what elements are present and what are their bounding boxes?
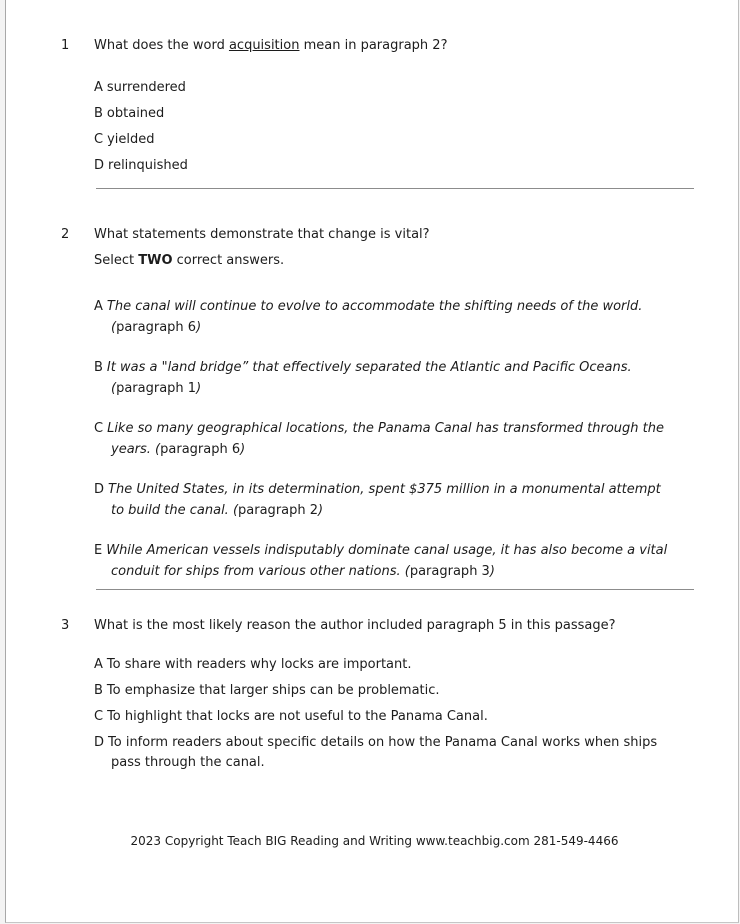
q2-option-a [94,297,669,338]
question-divider [96,188,694,189]
question-1-options [94,78,688,176]
page-content [6,0,738,889]
question-3-options [94,655,688,773]
q2-option-c-ref-close: ) [240,441,246,457]
q2-option-b [94,358,669,399]
question-1-prompt-text: What does the word [94,38,229,53]
question-1-number: 1 [61,38,70,53]
question-1-prompt-tail: mean in paragraph 2? [299,38,448,53]
q2-option-c-letter: C [94,421,104,436]
q3-option-b [94,681,669,701]
question-3-body [94,616,688,773]
q2-option-d-ref-open: ( [228,502,239,518]
q2-option-d-quote: The United States, in its determination, spent $375 million in a monumental attempt to build the canal. [108,482,661,518]
q2-option-e-ref-close: ) [489,563,495,579]
question-1-prompt [94,36,688,56]
question-3-number: 3 [61,618,70,633]
q1-option-b [94,104,669,124]
q2-instruction-start: Select [94,253,139,268]
worksheet-page [5,0,739,923]
q2-option-e-ref-open: ( [400,563,410,579]
q2-option-b-letter: B [94,360,103,375]
q1-option-c-letter: C [94,132,104,147]
q2-option-b-ref-close: ) [196,380,202,396]
q2-option-c-ref: paragraph 6 [160,441,241,457]
q2-instruction-bold: TWO [138,253,173,268]
q3-option-c [94,707,669,727]
q3-option-c-letter: C [94,709,104,724]
q1-option-d-letter: D [94,158,105,173]
q2-option-a-letter: A [94,299,103,314]
q3-option-d-text: To inform readers about specific details on how the Panama Canal works when ships pass through the canal. [108,735,658,770]
q2-option-a-ref-close: ) [196,319,202,335]
question-2 [61,225,688,582]
q3-option-d [94,733,669,773]
q2-option-d [94,480,669,521]
q2-option-b-quote: It was a "land bridge” that effectively separated the Atlantic and Pacific Oceans. [106,360,632,375]
question-divider [96,589,694,590]
q1-option-b-text: obtained [106,106,165,121]
q2-option-c [94,419,669,460]
q2-option-d-ref-close: ) [318,502,324,518]
question-2-instruction [94,251,688,271]
question-2-number: 2 [61,227,70,242]
q2-option-b-ref: paragraph 1 [116,380,197,396]
q2-option-d-ref: paragraph 2 [238,502,319,518]
question-3 [61,616,688,773]
q3-option-d-letter: D [94,735,105,750]
q1-option-a [94,78,669,98]
q2-instruction-end: correct answers. [172,253,285,268]
q1-option-a-text: surrendered [106,80,186,95]
question-1-underlined-word: acquisition [228,38,300,53]
q1-option-d-text: relinquished [108,158,188,173]
question-2-prompt: What statements demonstrate that change is vital? [94,227,430,242]
q3-option-a [94,655,669,675]
q2-option-e [94,541,669,582]
q2-option-a-quote: The canal will continue to evolve to accommodate the shifting needs of the world. [106,299,643,314]
q3-option-b-text: To emphasize that larger ships can be problematic. [106,683,440,698]
q2-option-e-ref: paragraph 3 [409,563,490,579]
q2-option-e-letter: E [94,543,103,558]
q3-option-a-text: To share with readers why locks are important. [106,657,412,672]
q1-option-c-text: yielded [107,132,155,147]
question-2-options [94,297,688,582]
q2-option-d-letter: D [94,482,105,497]
q2-option-e-quote: While American vessels indisputably dominate canal usage, it has also become a vital conduit for ships from various other nations. [106,543,668,579]
q1-option-d [94,156,669,176]
q2-option-c-ref-open: ( [150,441,161,457]
q2-option-b-ref-open: ( [111,380,117,396]
q2-option-c-quote: Like so many geographical locations, the Panama Canal has transformed through the years. [107,421,665,457]
q3-option-c-text: To highlight that locks are not useful to the Panama Canal. [107,709,488,724]
q2-option-a-ref: paragraph 6 [116,319,197,335]
copyright-footer: 2023 Copyright Teach BIG Reading and Writing www.teachbig.com 281-549-4466 [130,834,619,848]
q1-option-c [94,130,669,150]
question-1-body [94,36,688,176]
question-2-body [94,225,688,582]
q3-option-b-letter: B [94,683,103,698]
q1-option-b-letter: B [94,106,103,121]
q3-option-a-letter: A [94,657,103,672]
question-1 [61,36,688,176]
q1-option-a-letter: A [94,80,103,95]
q2-option-a-ref-open: ( [111,319,117,335]
question-3-prompt: What is the most likely reason the author included paragraph 5 in this passage? [94,618,616,633]
